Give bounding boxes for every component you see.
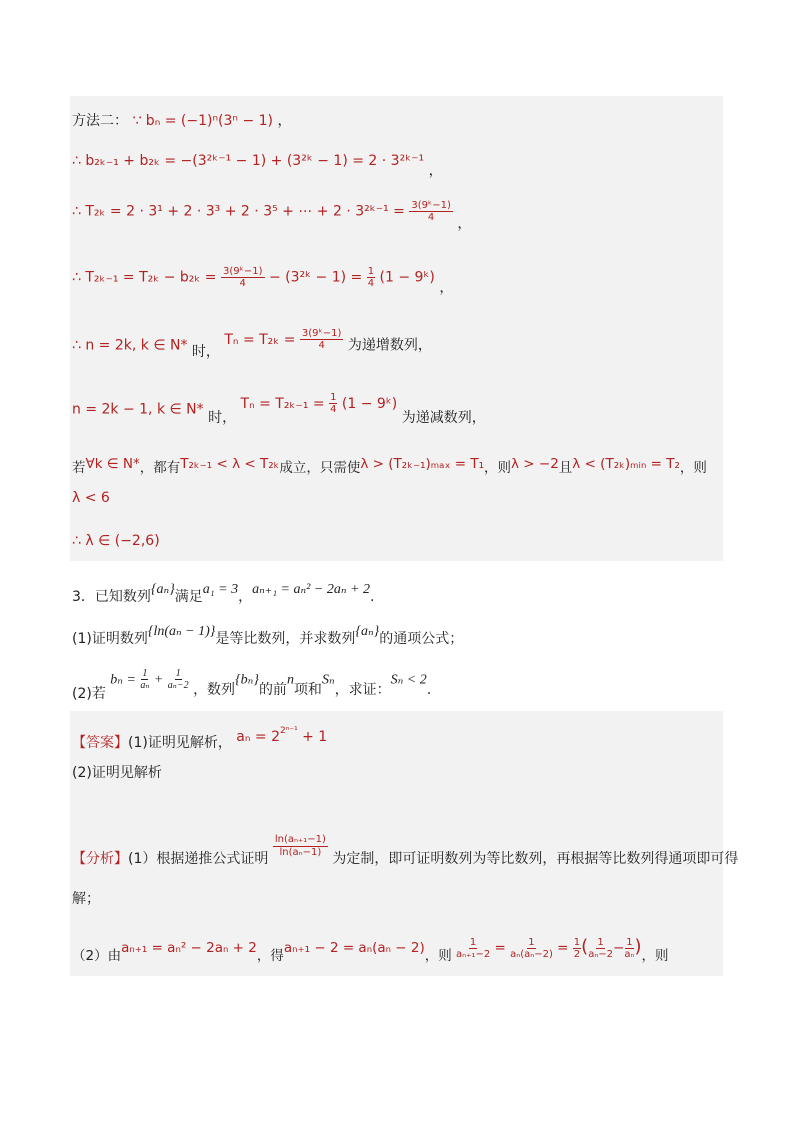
fraction	[367, 266, 375, 289]
formula-part: λ > (T₂ₖ₋₁)ₘₐₓ = T₁	[360, 456, 484, 472]
text: ，则	[679, 460, 707, 476]
method2-line-5	[72, 328, 432, 360]
fraction	[573, 937, 581, 960]
text: 时，	[191, 343, 220, 360]
text: 为定制，即可证明数列为等比数列，再根据等比数列得通项即可得	[332, 851, 739, 867]
text: 成立，只需使	[279, 460, 361, 476]
text: ，	[238, 589, 253, 605]
method2-line-9	[72, 533, 160, 549]
text: 的前	[258, 681, 287, 698]
analysis-line-3	[72, 936, 669, 964]
text: (1)证明数列	[72, 631, 148, 647]
fraction-numerator: 3(9ᵏ−1)	[222, 266, 263, 277]
formula-part: Tₙ = T₂ₖ =	[224, 331, 296, 348]
case-odd-condition: n = 2k − 1, k ∈ N*	[72, 401, 204, 418]
formula-part: λ < 6	[72, 490, 110, 506]
punct: ，	[439, 279, 454, 296]
formula-part: (1 − 9ᵏ)	[341, 395, 398, 412]
fraction	[510, 937, 553, 960]
formula-exponent: 2ⁿ⁻¹	[280, 726, 298, 737]
text: ，数列	[193, 681, 236, 698]
formula-part: − (3²ᵏ − 1) =	[268, 269, 363, 286]
analysis-line-2	[72, 888, 100, 908]
formula-part: aₙ₊₁ = aₙ² − 2aₙ + 2	[252, 582, 370, 597]
text: 的通项公式；	[379, 631, 464, 647]
fraction	[300, 328, 344, 351]
fraction-numerator: 1	[175, 668, 181, 679]
text: 且	[558, 460, 573, 476]
fraction-denominator: 4	[330, 404, 337, 415]
answer-line-2	[72, 762, 162, 782]
fraction-denominator: 4	[239, 278, 246, 289]
text: 为递减数列，	[401, 409, 486, 426]
formula-part: Tₙ = T₂ₖ₋₁ =	[240, 395, 325, 412]
formula-part: a₁ = 3	[202, 582, 239, 597]
fraction-denominator: aₙ−2	[167, 680, 189, 691]
fraction-denominator: aₙ−2	[588, 949, 614, 960]
text: 满足	[174, 589, 203, 605]
fraction-numerator: 1	[597, 937, 604, 948]
pair-sum-formula: ∴ b₂ₖ₋₁ + b₂ₖ = −(3²ᵏ⁻¹ − 1) + (3²ᵏ − 1) = 2 · 3²ᵏ⁻¹	[72, 153, 425, 169]
problem3-statement	[72, 578, 375, 605]
text: ，则	[484, 460, 511, 476]
formula-part: aₙ = 2	[236, 729, 280, 745]
text: (1）根据递推公式证明	[128, 851, 269, 867]
formula-part: ∀k ∈ N*	[85, 456, 140, 472]
answer-label: 【答案】	[72, 735, 128, 751]
formula-part: Sₙ	[321, 672, 335, 688]
fraction-numerator: 3(9ᵏ−1)	[301, 328, 342, 339]
text: ，求证：	[334, 681, 391, 698]
fraction	[624, 937, 634, 960]
text: ，则	[424, 948, 452, 964]
fraction-numerator: 1	[528, 937, 535, 948]
fraction	[456, 937, 490, 960]
text: 解；	[72, 891, 100, 907]
problem3-part2	[72, 668, 432, 702]
text: 时，	[208, 409, 237, 426]
text: 是等比数列，并求数列	[215, 631, 356, 647]
fraction-numerator: 1	[330, 392, 337, 403]
answer-line-1	[72, 726, 328, 751]
fraction-denominator: 4	[427, 212, 435, 223]
text: 3．已知数列	[72, 589, 151, 605]
fraction-numerator: 1	[142, 668, 148, 679]
t2k-formula: ∴ T₂ₖ = 2 · 3¹ + 2 · 3³ + 2 · 3⁵ + ⋯ + 2 · 3²ᵏ⁻¹ =	[72, 203, 405, 220]
method2-line-1	[72, 110, 291, 130]
formula-part: T₂ₖ₋₁ < λ < T₂ₖ	[180, 456, 280, 472]
formula-part: bₙ =	[110, 672, 136, 688]
fraction-numerator: ln(aₙ₊₁−1)	[274, 834, 326, 845]
formula-part: λ > −2	[511, 456, 559, 472]
method2-line-8	[72, 490, 110, 506]
formula-part: n	[286, 672, 294, 688]
fraction-numerator: 1	[367, 266, 375, 277]
text: （2）由	[72, 948, 122, 964]
text: .	[426, 681, 432, 698]
fraction-denominator: aₙ₊₁−2	[456, 949, 491, 960]
method2-line-2	[72, 150, 443, 179]
fraction-denominator: aₙ	[140, 680, 150, 691]
t2k-fraction	[409, 200, 453, 223]
text: 为递增数列，	[347, 337, 432, 354]
method2-line-4	[72, 266, 454, 296]
formula-part: {aₙ}	[150, 582, 175, 597]
text: .	[369, 589, 375, 605]
method2-label: 方法二：	[72, 113, 128, 129]
punct: ，	[428, 163, 443, 179]
ratio-fraction	[273, 834, 328, 858]
fraction	[140, 668, 149, 691]
fraction-numerator: 1	[626, 937, 633, 948]
right-paren: )	[634, 936, 642, 957]
fraction-denominator: aₙ	[624, 949, 635, 960]
formula-part: {bₙ}	[235, 672, 259, 688]
formula-part: λ < (T₂ₖ)ₘᵢₙ = T₂	[572, 456, 680, 472]
fraction-denominator: aₙ(aₙ−2)	[510, 949, 553, 960]
formula-part: {aₙ}	[355, 624, 380, 639]
analysis-line-1	[72, 834, 739, 867]
formula-part: −	[613, 940, 625, 956]
fraction-numerator: 1	[469, 937, 477, 948]
formula-part: aₙ₊₁ = aₙ² − 2aₙ + 2	[121, 940, 257, 956]
formula-part: + 1	[302, 729, 328, 745]
punct: ，	[457, 215, 472, 232]
text: 项和	[293, 681, 322, 698]
formula-part: {ln(aₙ − 1)}	[147, 624, 216, 639]
method2-line-6	[72, 392, 486, 426]
formula-part: (1 − 9ᵏ)	[379, 269, 435, 286]
fraction-denominator: 2	[573, 949, 581, 960]
fraction-denominator: 4	[367, 278, 375, 289]
fraction	[588, 937, 613, 960]
text: (2)若	[72, 685, 106, 702]
formula-part: =	[557, 940, 569, 956]
fraction-numerator: 3(9ᵏ−1)	[411, 200, 451, 211]
punct: ，	[277, 113, 292, 129]
formula-part: Sₙ < 2	[390, 672, 427, 688]
text: 若	[72, 460, 86, 476]
text: ，都有	[139, 460, 181, 476]
fraction-denominator: ln(aₙ−1)	[279, 846, 322, 858]
formula-part: =	[494, 940, 506, 956]
fraction	[168, 668, 189, 691]
case-even-condition: ∴ n = 2k, k ∈ N*	[72, 337, 188, 354]
formula-part: aₙ₊₁ − 2 = aₙ(aₙ − 2)	[283, 940, 425, 956]
final-range: ∴ λ ∈ (−2,6)	[72, 533, 160, 549]
analysis-label: 【分析】	[72, 851, 128, 867]
problem3-part1	[72, 620, 464, 647]
text: ，则	[641, 948, 669, 964]
text: (1)证明见解析，	[128, 735, 232, 751]
text: (2)证明见解析	[72, 765, 162, 781]
left-paren: (	[581, 936, 589, 957]
method2-line-7	[72, 452, 707, 476]
text: ，得	[256, 948, 284, 964]
fraction-denominator: 4	[318, 340, 325, 351]
method2-line-3	[72, 200, 472, 232]
method2-bn-formula: ∵ bₙ = (−1)ⁿ(3ⁿ − 1)	[132, 113, 273, 129]
fraction	[329, 392, 337, 415]
fraction-numerator: 1	[573, 937, 581, 948]
formula-part: +	[153, 672, 164, 688]
fraction	[221, 266, 265, 289]
t2k-minus-1-formula: ∴ T₂ₖ₋₁ = T₂ₖ − b₂ₖ =	[72, 269, 217, 286]
